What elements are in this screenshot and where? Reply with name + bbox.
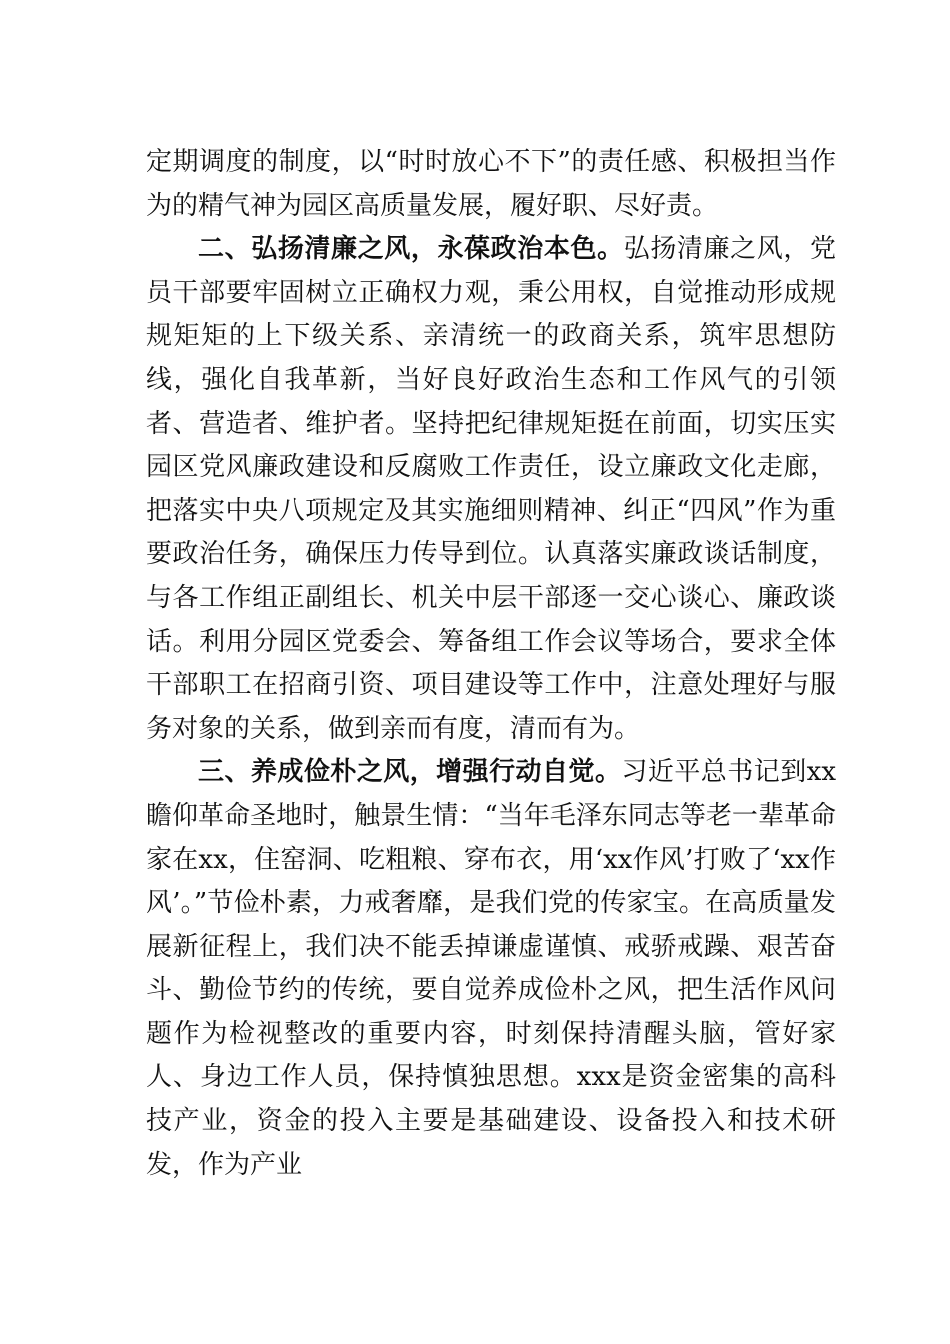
section-3-paragraph: [146, 751, 836, 1187]
section-2-heading: 二、弘扬清廉之风，永葆政治本色。: [198, 234, 624, 265]
paragraph-continued: [146, 141, 836, 228]
section-3-body: 习近平总书记到xx瞻仰革命圣地时，触景生情：“当年毛泽东同志等老一辈革命家在xx，住窑洞、吃粗粮、穿布衣，用‘xx作风’打败了‘xx作风’。”节俭朴素，力戒奢靡，是我们党的传家宝。在高质量发展新征程上，我们决不能丢掉谦虚谨慎、戒骄戒躁、艰苦奋斗、勤俭节约的传统，要自觉养成俭朴之风，把生活作风问题作为检视整改的重要内容，时刻保持清醒头脑，管好家人、身边工作人员，保持慎独思想。xxx是资金密集的高科技产业，资金的投入主要是基础建设、设备投入和技术研发，作为产业: [146, 757, 836, 1180]
section-2-paragraph: [146, 228, 836, 751]
section-2-body: 弘扬清廉之风，党员干部要牢固树立正确权力观，秉公用权，自觉推动形成规规矩矩的上下级关系、亲清统一的政商关系，筑牢思想防线，强化自我革新，当好良好政治生态和工作风气的引领者、营造者、维护者。坚持把纪律规矩挺在前面，切实压实园区党风廉政建设和反腐败工作责任，设立廉政文化走廊，把落实中央八项规定及其实施细则精神、纠正“四风”作为重要政治任务，确保压力传导到位。认真落实廉政谈话制度，与各工作组正副组长、机关中层干部逐一交心谈心、廉政谈话。利用分园区党委会、筹备组工作会议等场合，要求全体干部职工在招商引资、项目建设等工作中，注意处理好与服务对象的关系，做到亲而有度，清而有为。: [146, 234, 836, 744]
paragraph-1-text: 定期调度的制度，以“时时放心不下”的责任感、积极担当作为的精气神为园区高质量发展，履好职、尽好责。: [146, 147, 836, 221]
document-body: [146, 141, 836, 1187]
section-3-heading: 三、养成俭朴之风，增强行动自觉。: [198, 757, 622, 788]
